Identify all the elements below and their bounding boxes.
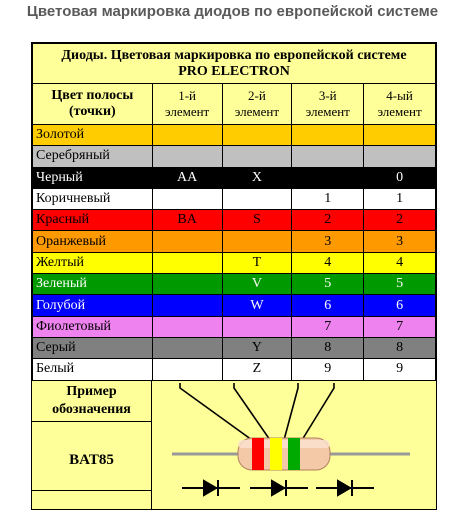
row-element-3: 6	[292, 295, 364, 316]
row-color-name: Золотой	[33, 125, 153, 146]
row-color-name: Зеленый	[33, 274, 153, 295]
row-element-3: 2	[292, 210, 364, 231]
row-color-name: Красный	[33, 210, 153, 231]
column-header-element-2: 2-й элемент	[222, 84, 292, 125]
row-element-4: 8	[364, 337, 436, 358]
diode-color-bands	[252, 438, 300, 470]
row-element-1	[152, 125, 222, 146]
example-section	[32, 380, 436, 509]
row-element-4: 6	[364, 295, 436, 316]
row-color-name: Оранжевый	[33, 231, 153, 252]
row-element-1	[152, 337, 222, 358]
table-row	[33, 316, 436, 337]
table-column-header-row	[33, 84, 436, 125]
row-color-name: Коричневый	[33, 188, 153, 209]
row-element-4: 0	[364, 167, 436, 188]
row-element-4: 9	[364, 359, 436, 380]
row-element-3: 7	[292, 316, 364, 337]
row-color-name: Белый	[33, 359, 153, 380]
row-element-2: Z	[222, 359, 292, 380]
row-element-3: 8	[292, 337, 364, 358]
table-row	[33, 231, 436, 252]
example-code: BAT85	[69, 452, 114, 468]
example-left-panel	[32, 380, 152, 509]
callout-lines	[180, 383, 334, 440]
row-element-1	[152, 316, 222, 337]
row-element-4: 3	[364, 231, 436, 252]
column-header-element-1: 1-й элемент	[152, 84, 222, 125]
row-color-name: Черный	[33, 167, 153, 188]
example-divider	[32, 490, 151, 491]
row-element-1	[152, 252, 222, 273]
row-element-2	[222, 188, 292, 209]
row-element-1	[152, 188, 222, 209]
column-header-element-4: 4-ый элемент	[364, 84, 436, 125]
row-color-name: Желтый	[33, 252, 153, 273]
table-row	[33, 146, 436, 167]
table-header-line2: PRO ELECTRON	[178, 63, 290, 79]
table-row	[33, 252, 436, 273]
row-element-2: W	[222, 295, 292, 316]
diode-symbol-icon	[182, 480, 374, 496]
row-element-1	[152, 274, 222, 295]
row-element-3	[292, 125, 364, 146]
column-header-color: Цвет полосы (точки)	[33, 84, 153, 125]
row-element-3: 4	[292, 252, 364, 273]
diode-illustration	[152, 380, 436, 509]
table-body	[33, 125, 436, 381]
row-element-2	[222, 316, 292, 337]
row-element-4: 2	[364, 210, 436, 231]
table-row	[33, 188, 436, 209]
row-element-4: 5	[364, 274, 436, 295]
row-element-3: 9	[292, 359, 364, 380]
table-header-line1: Диоды. Цветовая маркировка по европейской системе	[61, 47, 407, 63]
example-label: Пример обозначения	[32, 380, 151, 422]
row-element-1	[152, 295, 222, 316]
table-row	[33, 125, 436, 146]
marking-table-frame	[31, 42, 437, 510]
row-element-2: Y	[222, 337, 292, 358]
row-color-name: Голубой	[33, 295, 153, 316]
page-title: Цветовая маркировка диодов по европейской системе	[26, 3, 439, 20]
row-color-name: Фиолетовый	[33, 316, 153, 337]
row-element-2: X	[222, 167, 292, 188]
row-element-1: BA	[152, 210, 222, 231]
table-row	[33, 210, 436, 231]
diode-body-icon	[238, 438, 330, 470]
row-element-4	[364, 125, 436, 146]
row-element-1: AA	[152, 167, 222, 188]
table-row	[33, 167, 436, 188]
row-element-3	[292, 146, 364, 167]
diode-band-1	[252, 438, 264, 470]
row-color-name: Серебряный	[33, 146, 153, 167]
table-header-title	[33, 44, 436, 84]
row-element-3: 5	[292, 274, 364, 295]
row-element-4: 4	[364, 252, 436, 273]
diode-band-2	[270, 438, 282, 470]
row-element-3: 3	[292, 231, 364, 252]
marking-table	[32, 43, 436, 381]
row-element-2	[222, 146, 292, 167]
column-header-element-3: 3-й элемент	[292, 84, 364, 125]
table-row	[33, 359, 436, 380]
table-header-title-row	[33, 44, 436, 84]
row-element-2: V	[222, 274, 292, 295]
row-element-1	[152, 146, 222, 167]
row-element-4: 7	[364, 316, 436, 337]
table-row	[33, 295, 436, 316]
row-element-4: 1	[364, 188, 436, 209]
row-element-3	[292, 167, 364, 188]
diode-band-3	[288, 438, 300, 470]
row-element-2	[222, 125, 292, 146]
row-element-1	[152, 359, 222, 380]
row-element-4	[364, 146, 436, 167]
row-element-2: S	[222, 210, 292, 231]
row-element-3: 1	[292, 188, 364, 209]
row-element-1	[152, 231, 222, 252]
row-color-name: Серый	[33, 337, 153, 358]
table-row	[33, 274, 436, 295]
row-element-2: T	[222, 252, 292, 273]
table-row	[33, 337, 436, 358]
row-element-2	[222, 231, 292, 252]
